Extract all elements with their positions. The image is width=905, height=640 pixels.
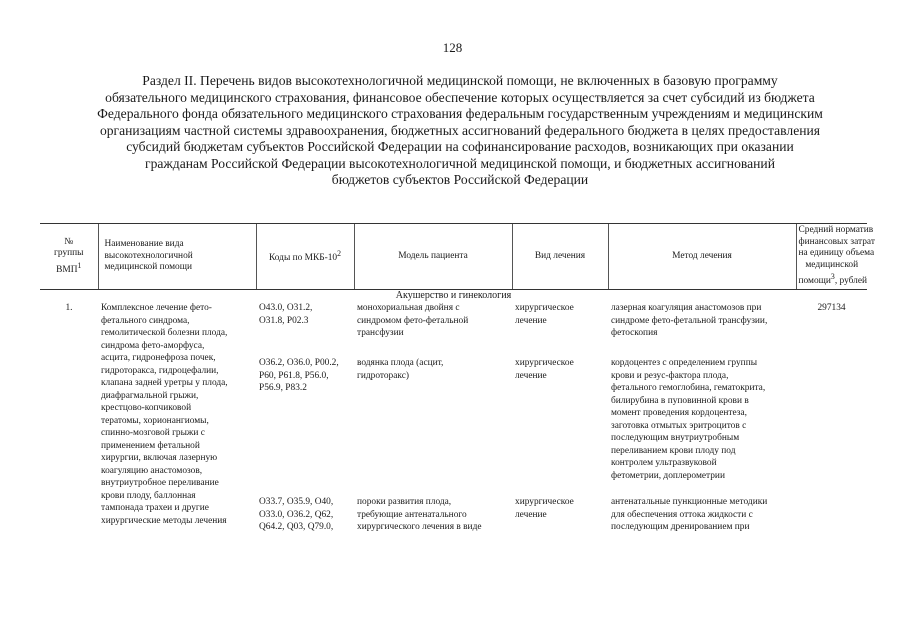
cost-value: 297134 [817, 303, 846, 314]
hmc-name: Комплексное лечение фето- фетального синдрома, гемолитической болезни плода, синдрома фето-аморфуса, асцита, гидронефроза почек, гидроторакса, гидроцефалии, клапана задней уретры у плода, диафрагмальной грыжи, крестцово-копчиковой тератомы, хорионангиомы, спинно-мозговой грыжи с применением фетальной хирургии, включая лазерную коагуляцию анастомозов, внутриутробное переливание крови плоду, баллонная тампонада трахеи и другие хирургические методы лечения [101, 303, 228, 526]
codes-block: O43.0, O31.2, O31.8, P02.3 [259, 303, 313, 326]
treatment-method [608, 302, 796, 538]
model-block: водянка плода (асцит, гидроторакс) [357, 358, 444, 381]
header-treatment-method: Метод лечения [608, 224, 796, 290]
method-block: антенатальные пункционные методики для обеспечения оттока жидкости с последующим дренированием при [611, 497, 768, 533]
treatment-block: хирургическое лечение [515, 303, 574, 326]
section-row [40, 289, 867, 302]
hmc-table [40, 223, 875, 538]
method-block: лазерная коагуляция анастомозов при синдроме фето-фетальной трансфузии, фетоскопия [611, 303, 768, 339]
method-block: кордоцентез с определением группы крови и резус-фактора плода, фетального гемоглобина, гематокрита, билирубина в пуповинной крови в момент проведения кордоцентеза, заготовка отмытых эритроцитов с последующим внутриутробным переливанием крови плоду под контролем ультразвуковой фетометрии, доплерометрии [611, 358, 766, 481]
heading-line: бюджетов субъектов Российской Федерации [331, 172, 589, 187]
table-header-row [40, 224, 867, 290]
heading-line: Раздел II. Перечень видов высокотехнологичной медицинской помощи, не включенных в базовую программу [142, 73, 778, 88]
treatment-type [512, 302, 608, 538]
header-hmc-name: Наименование вида высокотехнологичной медицинской помощи [98, 224, 256, 290]
group-number: 1. [65, 303, 73, 314]
table-row [40, 302, 867, 538]
header-icd-codes: Коды по МКБ-$10^2$ [256, 224, 354, 290]
codes-block: O33.7, O35.9, O40, O33.0, O36.2, Q62, Q64.2, Q03, Q79.0, [259, 497, 334, 533]
heading-line: обязательного медицинского страхования, финансовое обеспечение которых осуществляется за счет субсидий из бюджета [105, 89, 815, 105]
treatment-block: хирургическое лечение [515, 497, 574, 520]
heading-line: организациям частной системы здравоохранения, бюджетных ассигнований федерального бюджета в целях предоставления [99, 122, 821, 138]
section-title: Акушерство и гинекология [395, 289, 512, 301]
header-cost-standard: Средний норматив финансовых затрат на единицу объема медицинской помощи$^3$, рублей [796, 224, 867, 290]
header-group-number: № группы ВМП$^1$ [40, 224, 98, 290]
codes-block: O36.2, O36.0, P00.2, P60, P61.8, P56.0, P56.9, P83.2 [259, 358, 339, 394]
section-heading [60, 73, 860, 189]
header-treatment-type: Вид лечения [512, 224, 608, 290]
icd-codes [256, 302, 354, 538]
heading-line: субсидий бюджетам субъектов Российской Федерации на софинансирование расходов, возникающих при оказании [126, 139, 794, 154]
page-number: 128 [442, 40, 463, 55]
heading-line: Федерального фонда обязательного медицинского страхования федеральным государственным учреждениям и медицинским [97, 106, 823, 121]
model-block: монохориальная двойня с синдромом фето-фетальной трансфузии [357, 303, 469, 339]
header-patient-model: Модель пациента [354, 224, 512, 290]
patient-model [354, 302, 512, 538]
treatment-block: хирургическое лечение [515, 358, 574, 381]
heading-line: гражданам Российской Федерации высокотехнологичной медицинской помощи, и бюджетных ассигнований [145, 155, 775, 171]
model-block: пороки развития плода, требующие антенатального хирургического лечения в виде [357, 497, 482, 533]
